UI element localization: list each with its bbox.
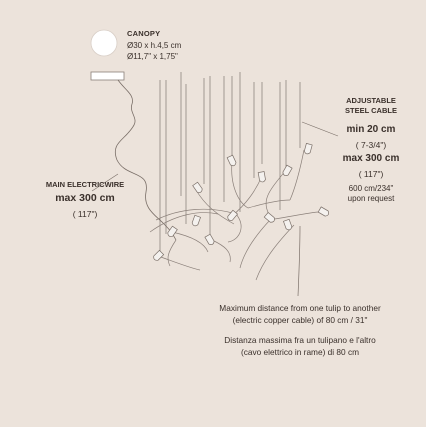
distance-it-line1: Distanza massima fra un tulipano e l'altro — [224, 335, 376, 345]
tulip — [283, 219, 292, 230]
tulip — [193, 182, 204, 194]
lower-wire — [298, 226, 300, 296]
tulip — [304, 143, 312, 154]
main-wire-max: max 300 cm — [55, 192, 115, 205]
cable-title-line1: ADJUSTABLE — [346, 96, 396, 105]
tulip — [258, 172, 266, 183]
tulip — [264, 212, 276, 223]
tulip — [152, 250, 163, 261]
main-wire-label — [30, 180, 140, 219]
canopy-top-view — [91, 30, 117, 56]
main-wire-max-in: ( 117") — [72, 208, 98, 219]
cable-min: min 20 cm — [346, 124, 396, 135]
tulips — [152, 143, 329, 261]
tulip — [318, 207, 330, 217]
main-wire-title: MAIN ELECTRICWIRE — [45, 180, 125, 189]
canopy-title: CANOPY — [127, 29, 161, 38]
distance-en-line1: Maximum distance from one tulip to another — [219, 303, 381, 313]
canopy-side-view — [91, 72, 124, 80]
canopy-dimensions — [127, 40, 181, 62]
tulip — [191, 215, 200, 226]
tulip — [205, 234, 215, 246]
canopy-dim-cm: Ø30 x h.4,5 cm — [127, 41, 182, 50]
distance-it-line2: (cavo elettrico in rame) di 80 cm — [240, 347, 360, 357]
distance-note — [180, 302, 420, 358]
tulip — [282, 165, 292, 177]
tulip — [227, 155, 237, 167]
canopy-dim-in: Ø11,7" x 1,75" — [127, 52, 178, 61]
cable-min-in: ( 7-3/4") — [355, 139, 387, 150]
tulip — [167, 226, 178, 238]
cable-upon-line2: upon request — [347, 194, 395, 204]
cable-title-line2: STEEL CABLE — [345, 106, 397, 115]
steel-cable-label — [330, 96, 412, 204]
distance-en-line2: (electric copper cable) of 80 cm / 31" — [232, 315, 368, 325]
cable-max: max 300 cm — [342, 153, 400, 165]
cable-max-in: ( 117") — [358, 168, 384, 179]
cable-upon-line1: 600 cm/234" — [348, 184, 394, 194]
